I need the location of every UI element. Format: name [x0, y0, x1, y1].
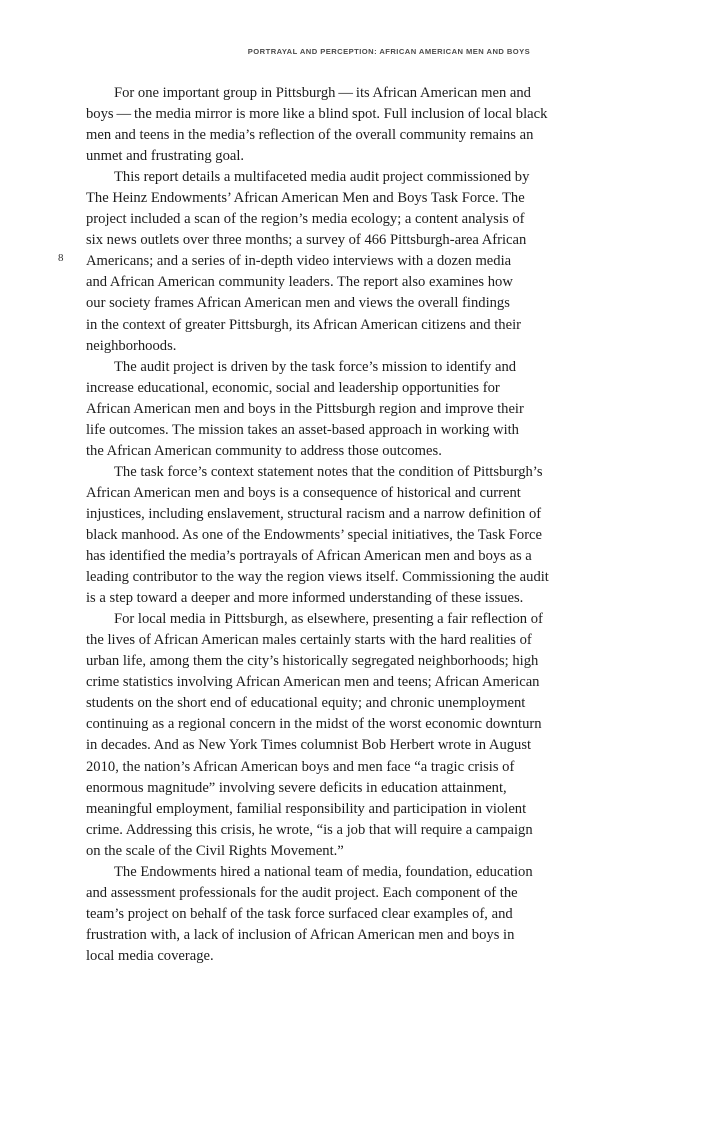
- text-line: on the scale of the Civil Rights Movement.”: [86, 842, 344, 859]
- text-line: in the context of greater Pittsburgh, its African American citizens and their: [86, 316, 521, 333]
- text-line: The Heinz Endowments’ African American Men and Boys Task Force. The: [86, 190, 525, 207]
- text-line: urban life, among them the city’s historically segregated neighborhoods; high: [86, 653, 539, 670]
- text-line: and assessment professionals for the audit project. Each component of the: [86, 884, 518, 901]
- text-line: is a step toward a deeper and more informed understanding of these issues.: [86, 590, 524, 607]
- paragraph-first-line: The task force’s context statement notes that the condition of Pittsburgh’s: [114, 463, 543, 480]
- text-line: continuing as a regional concern in the midst of the worst economic downturn: [86, 716, 542, 733]
- text-line: and African American community leaders. The report also examines how: [86, 274, 513, 291]
- paragraph-first-line: The Endowments hired a national team of media, foundation, education: [114, 863, 533, 880]
- paragraph-first-line: This report details a multifaceted media audit project commissioned by: [114, 169, 530, 186]
- text-line: enormous magnitude” involving severe deficits in education attainment,: [86, 779, 507, 796]
- text-line: team’s project on behalf of the task force surfaced clear examples of, and: [86, 905, 513, 922]
- text-line: life outcomes. The mission takes an asset-based approach in working with: [86, 421, 519, 438]
- text-line: unmet and frustrating goal.: [86, 148, 245, 165]
- paragraph-first-line: The audit project is driven by the task force’s mission to identify and: [114, 358, 517, 375]
- text-line: African American men and boys is a consequence of historical and current: [86, 484, 521, 501]
- text-line: leading contributor to the way the region views itself. Commissioning the audit: [86, 569, 549, 586]
- text-line: six news outlets over three months; a survey of 466 Pittsburgh-area African: [86, 232, 527, 249]
- text-line: local media coverage.: [86, 947, 214, 964]
- text-line: the lives of African American males certainly starts with the hard realities of: [86, 632, 532, 649]
- text-line: in decades. And as New York Times columnist Bob Herbert wrote in August: [86, 737, 532, 754]
- text-line: increase educational, economic, social and leadership opportunities for: [86, 379, 500, 396]
- text-line: project included a scan of the region’s media ecology; a content analysis of: [86, 211, 525, 228]
- running-head: [0, 47, 728, 56]
- text-line: students on the short end of educational equity; and chronic unemployment: [86, 695, 526, 712]
- page-number: 8: [58, 252, 64, 264]
- body-text: [86, 83, 549, 967]
- text-line: has identified the media’s portrayals of African American men and boys as a: [86, 548, 532, 565]
- text-line: 2010, the nation’s African American boys and men face “a tragic crisis of: [86, 758, 515, 775]
- text-line: frustration with, a lack of inclusion of African American men and boys in: [86, 926, 515, 943]
- paragraph-first-line: For local media in Pittsburgh, as elsewhere, presenting a fair reflection of: [114, 611, 543, 628]
- text-line: black manhood. As one of the Endowments’ special initiatives, the Task Force: [86, 526, 543, 543]
- text-line: crime statistics involving African American men and teens; African American: [86, 674, 540, 691]
- text-line: crime. Addressing this crisis, he wrote, “is a job that will require a campaign: [86, 821, 533, 838]
- text-line: African American men and boys in the Pittsburgh region and improve their: [86, 400, 524, 417]
- text-line: boys — the media mirror is more like a blind spot. Full inclusion of local black: [86, 106, 548, 123]
- text-line: neighborhoods.: [86, 337, 177, 354]
- text-line: Americans; and a series of in-depth video interviews with a dozen media: [86, 253, 512, 270]
- text-line: injustices, including enslavement, structural racism and a narrow definition of: [86, 505, 542, 522]
- text-line: our society frames African American men and views the overall findings: [86, 295, 510, 312]
- running-head-text: PORTRAYAL AND PERCEPTION: AFRICAN AMERICAN MEN AND BOYS: [247, 47, 531, 56]
- text-line: meaningful employment, familial responsibility and participation in violent: [86, 800, 527, 817]
- text-line: the African American community to address those outcomes.: [86, 442, 442, 459]
- paragraph-first-line: For one important group in Pittsburgh — its African American men and: [114, 85, 531, 101]
- text-line: men and teens in the media’s reflection of the overall community remains an: [86, 127, 534, 144]
